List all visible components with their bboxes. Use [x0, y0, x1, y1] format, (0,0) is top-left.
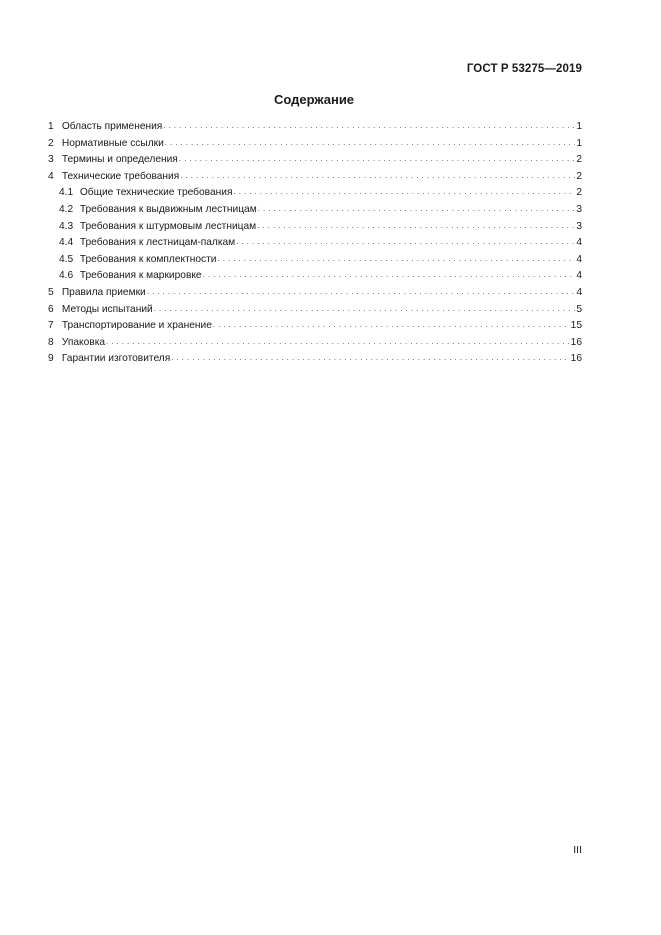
toc-entry-page: 5	[576, 303, 582, 315]
toc-entry-number: 4.2	[59, 203, 74, 215]
toc-entry[interactable]	[48, 154, 582, 171]
toc-subentry[interactable]	[48, 237, 582, 254]
toc-leader-dots	[147, 287, 576, 296]
toc-entry-title: Технические требования	[61, 170, 180, 182]
toc-entry-title: Гарантии изготовителя	[61, 353, 171, 365]
toc-leader-dots	[154, 304, 576, 313]
toc-leader-dots	[165, 138, 576, 147]
toc-entry[interactable]	[48, 121, 582, 138]
toc-leader-dots	[217, 254, 575, 263]
toc-entry-title: Область применения	[61, 121, 163, 132]
toc-entry-title: Требования к маркировке	[79, 270, 202, 282]
toc-entry-number: 5	[48, 286, 54, 298]
toc-entry-number: 3	[48, 154, 54, 166]
toc-entry-number: 8	[48, 336, 54, 348]
toc-entry-title: Термины и определения	[61, 154, 178, 166]
toc-entry-number: 1	[48, 121, 54, 132]
toc-entry-title: Правила приемки	[61, 286, 146, 298]
toc-entry-title: Требования к выдвижным лестницам	[79, 203, 257, 215]
toc-leader-dots	[163, 121, 575, 130]
toc-title: Содержание	[273, 92, 355, 107]
toc-entry-title: Общие технические требования	[79, 187, 233, 199]
toc-entry-page: 3	[576, 203, 582, 215]
toc-entry-page: 4	[576, 237, 582, 249]
toc-entry-page: 4	[576, 270, 582, 282]
toc-entry[interactable]	[48, 353, 582, 370]
toc-entry-page: 2	[576, 154, 582, 166]
toc-entry[interactable]	[48, 287, 582, 304]
toc-entry-number: 9	[48, 353, 54, 365]
toc-entry-number: 4.6	[59, 270, 74, 282]
toc-entry-page: 2	[576, 170, 582, 182]
page-number: III	[573, 844, 582, 856]
toc-subentry[interactable]	[48, 254, 582, 271]
toc-entry-number: 7	[48, 320, 54, 332]
toc-entry-number: 4	[48, 170, 54, 182]
toc-entry-number: 4.4	[59, 237, 74, 249]
toc-subentry[interactable]	[48, 221, 582, 238]
toc-entry-number: 2	[48, 137, 54, 149]
toc-entry-title: Методы испытаний	[61, 303, 153, 315]
toc-entry-page: 4	[576, 253, 582, 265]
toc-leader-dots	[179, 154, 576, 163]
toc-entry-page: 2	[576, 187, 582, 199]
toc-entry-number: 6	[48, 303, 54, 315]
toc-entry-title: Требования к лестницам-палкам	[79, 237, 236, 249]
toc-leader-dots	[236, 237, 575, 246]
toc-leader-dots	[258, 204, 576, 213]
toc-entry-number: 4.1	[59, 187, 74, 199]
toc-entry-title: Требования к штурмовым лестницам	[79, 220, 257, 232]
toc-entry[interactable]	[48, 138, 582, 155]
toc-entry-title: Упаковка	[61, 336, 106, 348]
toc-leader-dots	[203, 270, 576, 279]
toc-entry-page: 15	[570, 320, 582, 332]
toc-leader-dots	[171, 353, 569, 362]
toc-leader-dots	[233, 187, 575, 196]
toc-leader-dots	[213, 320, 570, 329]
toc-entry-page: 4	[576, 286, 582, 298]
toc-entry-number: 4.3	[59, 220, 74, 232]
toc-leader-dots	[257, 221, 575, 230]
document-code: ГОСТ Р 53275—2019	[466, 63, 582, 75]
toc-entry-page: 16	[570, 353, 582, 365]
toc-leader-dots	[106, 337, 570, 346]
toc-subentry[interactable]	[48, 187, 582, 204]
toc-entry-title: Нормативные ссылки	[61, 137, 164, 149]
toc-entry-title: Транспортирование и хранение	[61, 320, 212, 332]
toc-entry[interactable]	[48, 171, 582, 188]
table-of-contents	[48, 121, 582, 370]
toc-entry-page: 3	[576, 220, 582, 232]
toc-leader-dots	[180, 171, 575, 180]
toc-entry-page: 16	[570, 336, 582, 348]
toc-entry[interactable]	[48, 320, 582, 337]
toc-entry-number: 4.5	[59, 253, 74, 265]
toc-subentry[interactable]	[48, 270, 582, 287]
toc-entry-page: 1	[576, 121, 582, 132]
toc-entry-page: 1	[576, 137, 582, 149]
toc-entry[interactable]	[48, 304, 582, 321]
toc-entry[interactable]	[48, 337, 582, 354]
toc-entry-title: Требования к комплектности	[79, 253, 217, 265]
toc-subentry[interactable]	[48, 204, 582, 221]
